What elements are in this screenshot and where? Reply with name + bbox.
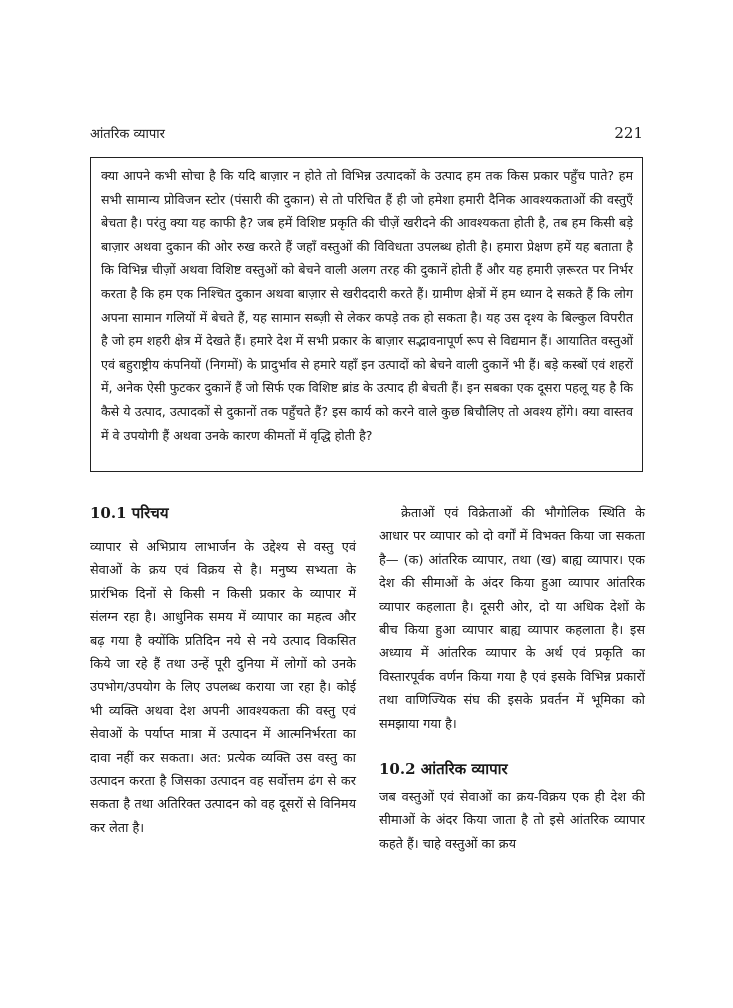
- section-2-heading: 10.2 आंतरिक व्यापार: [379, 760, 508, 779]
- section-2-text: जब वस्तुओं एवं सेवाओं का क्रय-विक्रय एक ही देश की सीमाओं के अंदर किया जाता है तो इसे आंतरिक व्यापार कहते हैं। चाहे वस्तुओं का क्रय: [379, 790, 645, 852]
- intro-box: [90, 157, 643, 472]
- trade-classification-paragraph: क्रेताओं एवं विक्रेताओं की भौगोलिक स्थिति के आधार पर व्यापार को दो वर्गों में विभक्त किया जा सकता है— (क) आंतरिक व्यापार, तथा (ख) बाह्य व्यापार। एक देश की सीमाओं के अंदर किया हुआ व्यापार आंतरिक व्यापार कहलाता है। दूसरी ओर, दो या अधिक देशों के बीच किया हुआ व्यापार बाह्य व्यापार कहलाता है। इस अध्याय में आंतरिक व्यापार के अर्थ एवं प्रकृति का विस्तारपूर्वक वर्णन किया गया है एवं इसके विभिन्न प्रकारों तथा वाणिज्यिक संघ की इसके प्रवर्तन में भूमिका को समझाया गया है।: [379, 506, 645, 732]
- section-1-heading: 10.1 परिचय: [90, 504, 169, 522]
- section-1-text: व्यापार से अभिप्राय लाभार्जन के उद्देश्य से वस्तु एवं सेवाओं के क्रय एवं विक्रय से है। मनुष्य सभ्यता के प्रारंभिक दिनों से किसी न किसी प्रकार के व्यापार में संलग्न रहा है। आधुनिक समय में व्यापार का महत्व और बढ़ गया है क्योंकि प्रतिदिन नये से नये उत्पाद विकसित किये जा रहे हैं तथा उन्हें पूरी दुनिया में लोगों को उनके उपभोग/उपयोग के लिए उपलब्ध कराया जा रहा है। कोई भी व्यक्ति अथवा देश अपनी आवश्यकता की वस्तु एवं सेवाओं के पर्याप्त मात्रा में उत्पादन में आत्मनिर्भरता का दावा नहीं कर सकता। अत: प्रत्येक व्यक्ति उस वस्तु का उत्पादन करता है जिसका उत्पादन वह सर्वोत्तम ढंग से कर सकता है तथा अतिरिक्त उत्पादन को वह दूसरों से विनिमय कर लेता है।: [90, 540, 356, 836]
- chapter-title: आंतरिक व्यापार: [90, 127, 165, 142]
- right-column: [379, 500, 645, 856]
- intro-box-text: क्या आपने कभी सोचा है कि यदि बाज़ार न होते तो विभिन्न उत्पादकों के उत्पाद हम तक किस प्रकार पहुँच पाते? हम सभी सामान्य प्रोविजन स्टोर (पंसारी की दुकान) से तो परिचित हैं ही जो हमेशा हमारी दैनिक आवश्यकताओं की वस्तुएँ बेचता है। परंतु क्या यह काफी है? जब हमें विशिष्ट प्रकृति की चीज़ें खरीदने की आवश्यकता होती है, तब हम किसी बड़े बाज़ार अथवा दुकान की ओर रुख करते हैं जहाँ वस्तुओं की विविधता उपलब्ध होती है। हमारा प्रेक्षण हमें यह बताता है कि विभिन्न चीज़ों अथवा विशिष्ट वस्तुओं को बेचने वाली अलग तरह की दुकानें होती हैं और यह हमारी ज़रूरत पर निर्भर करता है कि हम एक निश्चित दुकान अथवा बाज़ार से खरीददारी करते हैं। ग्रामीण क्षेत्रों में हम ध्यान दे सकते हैं कि लोग अपना सामान गलियों में बेचते हैं, यह सामान सब्ज़ी से लेकर कपड़े तक हो सकता है। यह उस दृश्य के बिल्कुल विपरीत है जो हम शहरी क्षेत्र में देखते हैं। हमारे देश में सभी प्रकार के बाज़ार सद्भावनापूर्ण रूप से विद्यमान हैं। आयातित वस्तुओं एवं बहुराष्ट्रीय कंपनियों (निगमों) के प्रादुर्भाव से हमारे यहाँ इन उत्पादों को बेचने वाली दुकानें भी हैं। बड़े कस्बों एवं शहरों में, अनेक ऐसी फुटकर दुकानें हैं जो सिर्फ एक विशिष्ट ब्रांड के उत्पाद ही बेचती हैं। इन सबका एक दूसरा पहलू यह है कि कैसे ये उत्पाद, उत्पादकों से दुकानों तक पहुँचते हैं? इस कार्य को करने वाले कुछ बिचौलिए तो अवश्य होंगे। क्या वास्तव में वे उपयोगी हैं अथवा उनके कारण कीमतों में वृद्धि होती है?: [101, 168, 633, 443]
- page-number: 221: [614, 124, 643, 142]
- left-column: [90, 500, 356, 840]
- page-header: [90, 124, 643, 142]
